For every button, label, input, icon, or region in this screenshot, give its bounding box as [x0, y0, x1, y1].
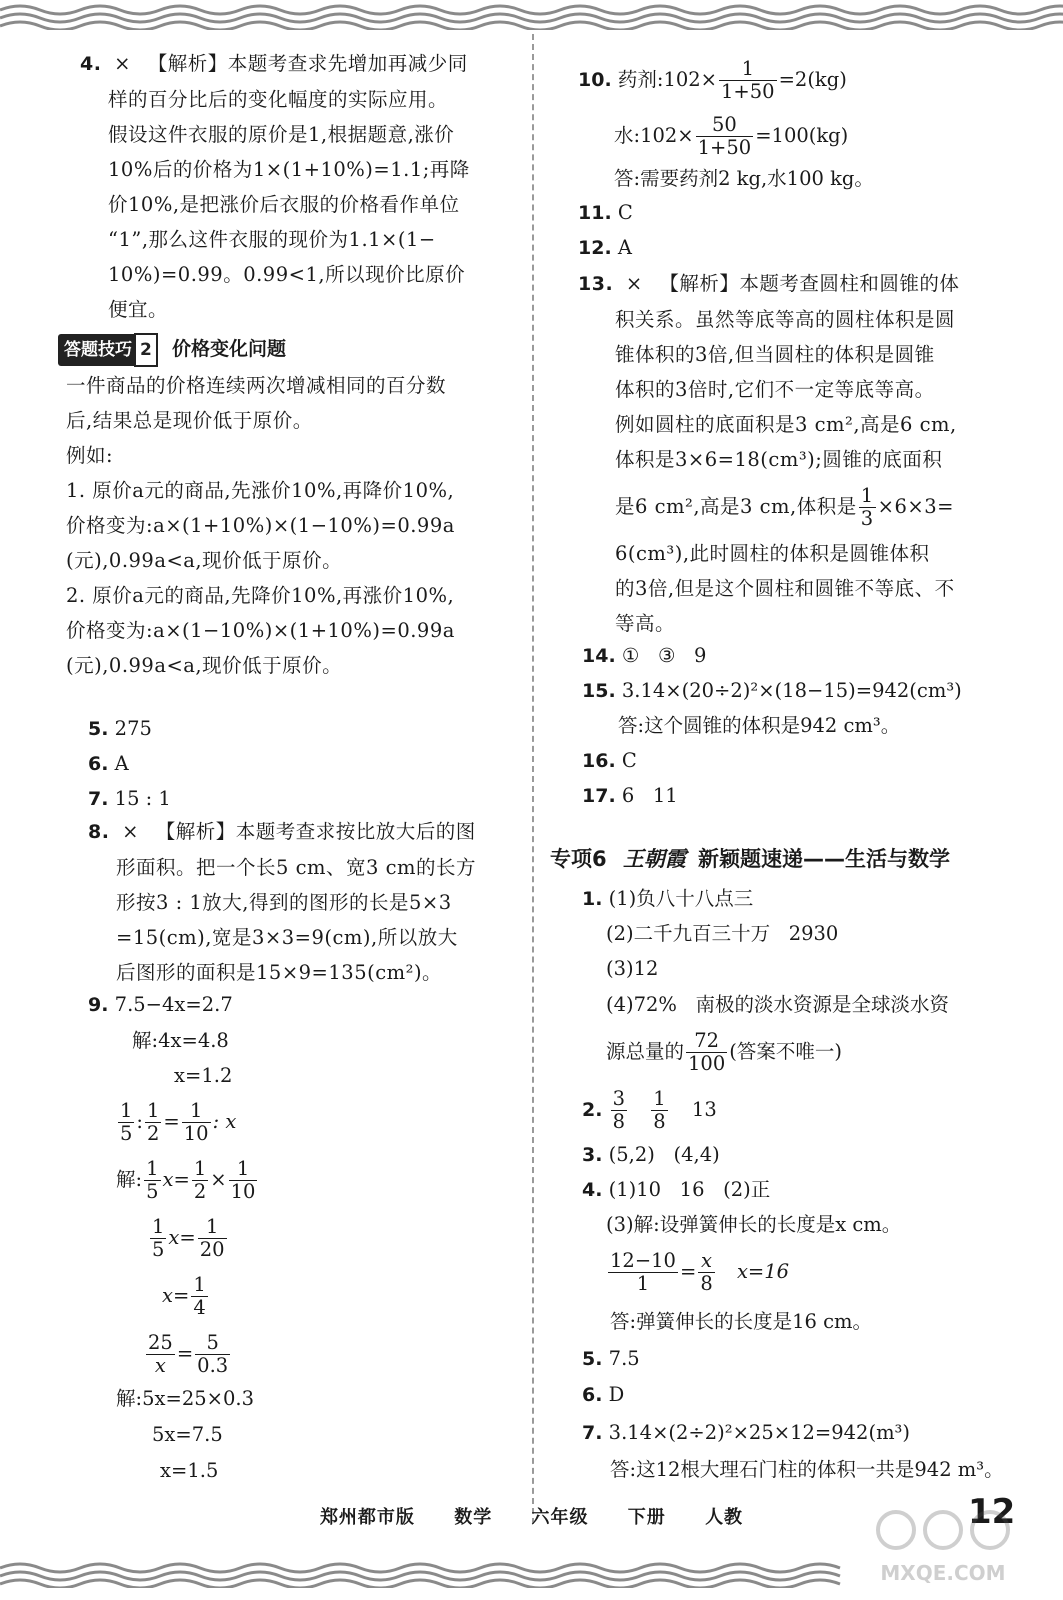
equals-sign: =	[679, 1260, 697, 1283]
s1-note: (答案不唯一)	[729, 1040, 842, 1063]
q6	[88, 749, 129, 779]
frac-den: 10	[183, 1122, 209, 1145]
q9-step-6: x=1.5	[160, 1459, 219, 1482]
s1-part-4: (4)72% 南极的淡水资源是全球淡水资	[606, 993, 950, 1016]
tip-line-3: 例如:	[66, 444, 114, 467]
s2-tail: 13	[691, 1098, 717, 1121]
tip-body	[66, 368, 506, 683]
s6-answer: D	[608, 1383, 625, 1406]
frac-den: 5	[120, 1122, 133, 1145]
s4-part-3: (3)解:设弹簧伸长的长度是x cm。	[606, 1213, 902, 1236]
frac-den: 5	[146, 1180, 159, 1203]
q9-proportion-1-step-1	[116, 1158, 259, 1203]
solve-label: 解:	[116, 1168, 143, 1191]
s3	[582, 1140, 720, 1170]
frac-num: 1	[229, 1158, 258, 1181]
x-equals: x=	[162, 1284, 190, 1307]
q10-water-label: 水:102×	[614, 124, 694, 147]
s2-number: 2.	[582, 1099, 603, 1121]
q13-block	[578, 266, 998, 641]
s5-number: 5.	[582, 1348, 603, 1370]
s5-answer: 7.5	[608, 1347, 640, 1370]
frac-num: 25	[148, 1331, 173, 1354]
frac-num: 1	[719, 58, 777, 81]
q13-line-3: 锥体积的3倍,但当圆柱的体积是圆锥	[615, 343, 935, 366]
q15-answer: 答:这个圆锥的体积是942 cm³。	[618, 714, 901, 737]
frac-den: 8	[612, 1110, 626, 1133]
s3-answer: (5,2) (4,4)	[608, 1143, 720, 1166]
q8-mark: ×	[122, 820, 139, 843]
q8-number: 8.	[88, 821, 110, 843]
s1-text: 源总量的	[606, 1040, 685, 1063]
q13-line-9: 的3倍,但是这个圆柱和圆锥不等底、不	[615, 577, 955, 600]
frac-den: 1	[636, 1272, 650, 1295]
q12-answer: A	[617, 236, 632, 259]
frac-den: 8	[653, 1110, 666, 1133]
brand-logo: 王朝霞	[622, 846, 686, 871]
frac-num: 72	[686, 1030, 727, 1053]
q12-number: 12.	[578, 237, 612, 259]
s7-answer: 答:这12根大理石门柱的体积一共是942 m³。	[610, 1458, 1004, 1481]
q4-line-2: 样的百分比后的变化幅度的实际应用。	[108, 88, 449, 111]
q4-number: 4.	[80, 53, 102, 75]
q4-line-4: 10%后的价格为1×(1+10%)=1.1;再降	[108, 158, 470, 181]
section-header	[550, 844, 950, 875]
q5-answer: 275	[114, 717, 152, 740]
footer-edition: 郑州都市版	[319, 1507, 415, 1528]
q10-answer: 答:需要药剂2 kg,水100 kg。	[614, 167, 874, 190]
q5-number: 5.	[88, 718, 109, 740]
s1-part-1: (1)负八十八点三	[608, 887, 754, 910]
s1-part-2: (2)二千九百三十万 2930	[606, 922, 839, 945]
q9-step-4: 解:5x=25×0.3	[116, 1387, 254, 1410]
s4-part-1: (1)10 16 (2)正	[608, 1178, 771, 1201]
frac-num: 5	[195, 1332, 230, 1355]
q13-line-1: 【解析】本题考查圆柱和圆锥的体	[659, 272, 960, 295]
frac-den: 4	[193, 1296, 206, 1319]
s6-number: 6.	[582, 1384, 603, 1406]
footer-volume: 下册	[627, 1507, 666, 1528]
s7-equation: 3.14×(2÷2)²×25×12=942(m³)	[608, 1421, 910, 1444]
q14	[582, 641, 706, 671]
q11	[578, 198, 633, 228]
section-prefix: 专项6	[550, 847, 607, 871]
s4-equation	[606, 1250, 789, 1295]
q4-line-3: 假设这件衣服的原价是1,根据题意,涨价	[108, 123, 455, 146]
q10-line-2	[614, 114, 848, 159]
tip-line-9: (元),0.99a<a,现价低于原价。	[66, 654, 343, 677]
tip-line-7: 2. 原价a元的商品,先降价10%,再涨价10%,	[66, 584, 455, 607]
q13-line-4: 体积的3倍时,它们不一定等底等高。	[615, 378, 935, 401]
q4-line-1: 【解析】本题考查求先增加再减少同	[147, 52, 468, 75]
frac-num: 1	[198, 1216, 227, 1239]
frac-den: 20	[199, 1238, 225, 1261]
q13-line-8: 6(cm³),此时圆柱的体积是圆锥体积	[615, 542, 930, 565]
watermark-text: MXQE.COM	[880, 1561, 1006, 1585]
s4-line-1	[582, 1175, 770, 1205]
ratio-x: : x	[212, 1110, 237, 1133]
column-divider	[532, 34, 534, 1524]
tip-tag: 答题技巧	[58, 334, 138, 366]
bottom-wave-border	[0, 1560, 1063, 1588]
q15-equation: 3.14×(20÷2)²×(18−15)=942(cm³)	[621, 679, 962, 702]
frac-den: 5	[152, 1238, 165, 1261]
q16	[582, 746, 637, 776]
s2	[582, 1088, 717, 1133]
section-title: 新颖题速递——生活与数学	[698, 847, 951, 871]
equals-sign: =	[176, 1342, 194, 1365]
q4-line-5: 价10%,是把涨价后衣服的价格看作单位	[108, 193, 460, 216]
q9-step-1: 解:4x=4.8	[132, 1029, 229, 1052]
frac-num: 1	[120, 1099, 133, 1122]
q13-line-7-tail: ×6×3=	[877, 495, 955, 518]
q11-answer: C	[617, 201, 633, 224]
q4-line-8: 便宜。	[108, 298, 169, 321]
q15	[582, 676, 962, 706]
s5	[582, 1344, 640, 1374]
tip-line-4: 1. 原价a元的商品,先涨价10%,再降价10%,	[66, 479, 455, 502]
q9-step-5: 5x=7.5	[152, 1423, 223, 1446]
q17-answer: 6 11	[621, 784, 678, 807]
frac-num: 1	[147, 1099, 160, 1122]
frac-den: 10	[230, 1180, 256, 1203]
q7-answer: 15 : 1	[114, 787, 171, 810]
q9-proportion-1-step-3	[162, 1274, 210, 1319]
frac-den: 8	[700, 1272, 713, 1295]
frac-num: 1	[653, 1087, 666, 1110]
footer-subject: 数学	[454, 1507, 493, 1528]
q9-line-1	[88, 990, 233, 1020]
q10-drug-result: =2(kg)	[778, 68, 847, 91]
ratio-sign: :	[136, 1110, 143, 1133]
q16-number: 16.	[582, 750, 616, 772]
frac-num: 1	[146, 1157, 159, 1180]
q10-water-result: =100(kg)	[755, 124, 849, 147]
frac-den: 2	[193, 1180, 207, 1203]
q16-answer: C	[621, 749, 637, 772]
q10-number: 10.	[578, 69, 612, 91]
s1-part-4-cont	[606, 1030, 842, 1075]
q9-equation: 7.5−4x=2.7	[114, 993, 233, 1016]
q8-line-1: 【解析】本题考查求按比放大后的图	[155, 820, 476, 843]
s7-number: 7.	[582, 1422, 603, 1444]
frac-den: 1+50	[721, 80, 775, 103]
frac-num: 12−10	[610, 1249, 676, 1272]
s4-answer: 答:弹簧伸长的长度是16 cm。	[610, 1310, 872, 1333]
tip-line-1: 一件商品的价格连续两次增减相同的百分数	[66, 374, 447, 397]
x-equals: x=	[162, 1168, 190, 1191]
s6	[582, 1380, 624, 1410]
q7-number: 7.	[88, 788, 109, 810]
q10-line-1	[578, 58, 847, 103]
q6-number: 6.	[88, 753, 109, 775]
frac-num: x	[698, 1250, 714, 1273]
q15-number: 15.	[582, 680, 616, 702]
s3-number: 3.	[582, 1144, 603, 1166]
q4-block	[80, 46, 510, 327]
frac-num: 50	[696, 114, 754, 137]
q9-proportion-1: $\frac{1}{5}$ : $\frac{1}{2}$ = $\frac{1}{10}$ : x	[120, 1099, 237, 1145]
frac-den: x	[154, 1354, 166, 1377]
q6-answer: A	[114, 752, 129, 775]
q13-line-5: 例如圆柱的底面积是3 cm²,高是6 cm,	[615, 413, 957, 436]
frac-num: 1	[193, 1273, 206, 1296]
q14-answer: ① ③ 9	[621, 644, 707, 667]
q5	[88, 714, 152, 744]
q11-number: 11.	[578, 202, 612, 224]
q9-number: 9.	[88, 994, 109, 1016]
tip-title: 价格变化问题	[172, 338, 287, 360]
frac-num: 1	[182, 1100, 211, 1123]
frac-den: 2	[147, 1122, 160, 1145]
footer-grade: 六年级	[531, 1507, 589, 1528]
q13-line-7	[578, 485, 998, 530]
s4-result: x=16	[736, 1260, 790, 1283]
frac-den: 100	[688, 1052, 726, 1075]
q13-line-6: 体积是3×6=18(cm³);圆锥的底面积	[615, 448, 943, 471]
q10-drug-label: 药剂:102×	[617, 68, 718, 91]
footer-publisher: 人教	[705, 1507, 744, 1528]
s7-line-1	[582, 1418, 910, 1448]
frac-num: 1	[152, 1215, 165, 1238]
times-sign: ×	[210, 1168, 227, 1191]
q9-proportion-2	[144, 1332, 232, 1377]
q13-mark: ×	[625, 272, 643, 295]
tip-number: 2	[134, 333, 158, 367]
q4-mark: ×	[114, 52, 131, 75]
s1-number: 1.	[582, 888, 603, 910]
q13-line-2: 积关系。虽然等底等高的圆柱体积是圆	[615, 308, 956, 331]
frac-den: 1+50	[697, 136, 752, 159]
frac-num: 1	[860, 484, 874, 507]
top-wave-border	[0, 2, 1063, 30]
frac-num: 1	[193, 1157, 207, 1180]
page-number: 12	[968, 1492, 1016, 1532]
q8-line-5: 后图形的面积是15×9=135(cm²)。	[116, 961, 443, 984]
q8-line-2: 形面积。把一个长5 cm、宽3 cm的长方	[116, 856, 477, 879]
tip-line-6: (元),0.99a<a,现价低于原价。	[66, 549, 343, 572]
q17-number: 17.	[582, 785, 616, 807]
frac-den: 0.3	[197, 1354, 229, 1377]
tip-header	[58, 333, 286, 367]
q12	[578, 233, 632, 263]
q7	[88, 784, 171, 814]
s1-part-3: (3)12	[606, 957, 659, 980]
frac-num: 3	[612, 1087, 626, 1110]
q4-line-7: 10%)=0.99。0.99<1,所以现价比原价	[108, 263, 466, 286]
tip-line-5: 价格变为:a×(1+10%)×(1−10%)=0.99a	[66, 514, 455, 537]
s4-number: 4.	[582, 1179, 603, 1201]
q13-line-7-text: 是6 cm²,高是3 cm,体积是	[615, 495, 857, 518]
q8-line-3: 形按3 : 1放大,得到的图形的长是5×3	[116, 891, 452, 914]
s1-line-1	[582, 884, 753, 914]
q8-line-4: =15(cm),宽是3×3=9(cm),所以放大	[116, 926, 458, 949]
q13-line-10: 等高。	[615, 612, 676, 635]
q4-line-6: “1”,那么这件衣服的现价为1.1×(1−	[108, 228, 436, 251]
q8-block	[88, 814, 508, 990]
q17	[582, 781, 678, 811]
tip-line-8: 价格变为:a×(1−10%)×(1+10%)=0.99a	[66, 619, 455, 642]
q9-step-2: x=1.2	[174, 1064, 233, 1087]
x-equals: x=	[168, 1226, 196, 1249]
q9-proportion-1-step-2	[148, 1216, 229, 1261]
q13-number: 13.	[578, 273, 614, 295]
tip-line-2: 后,结果总是现价低于原价。	[66, 409, 313, 432]
q14-number: 14.	[582, 645, 616, 667]
frac-den: 3	[860, 507, 874, 530]
